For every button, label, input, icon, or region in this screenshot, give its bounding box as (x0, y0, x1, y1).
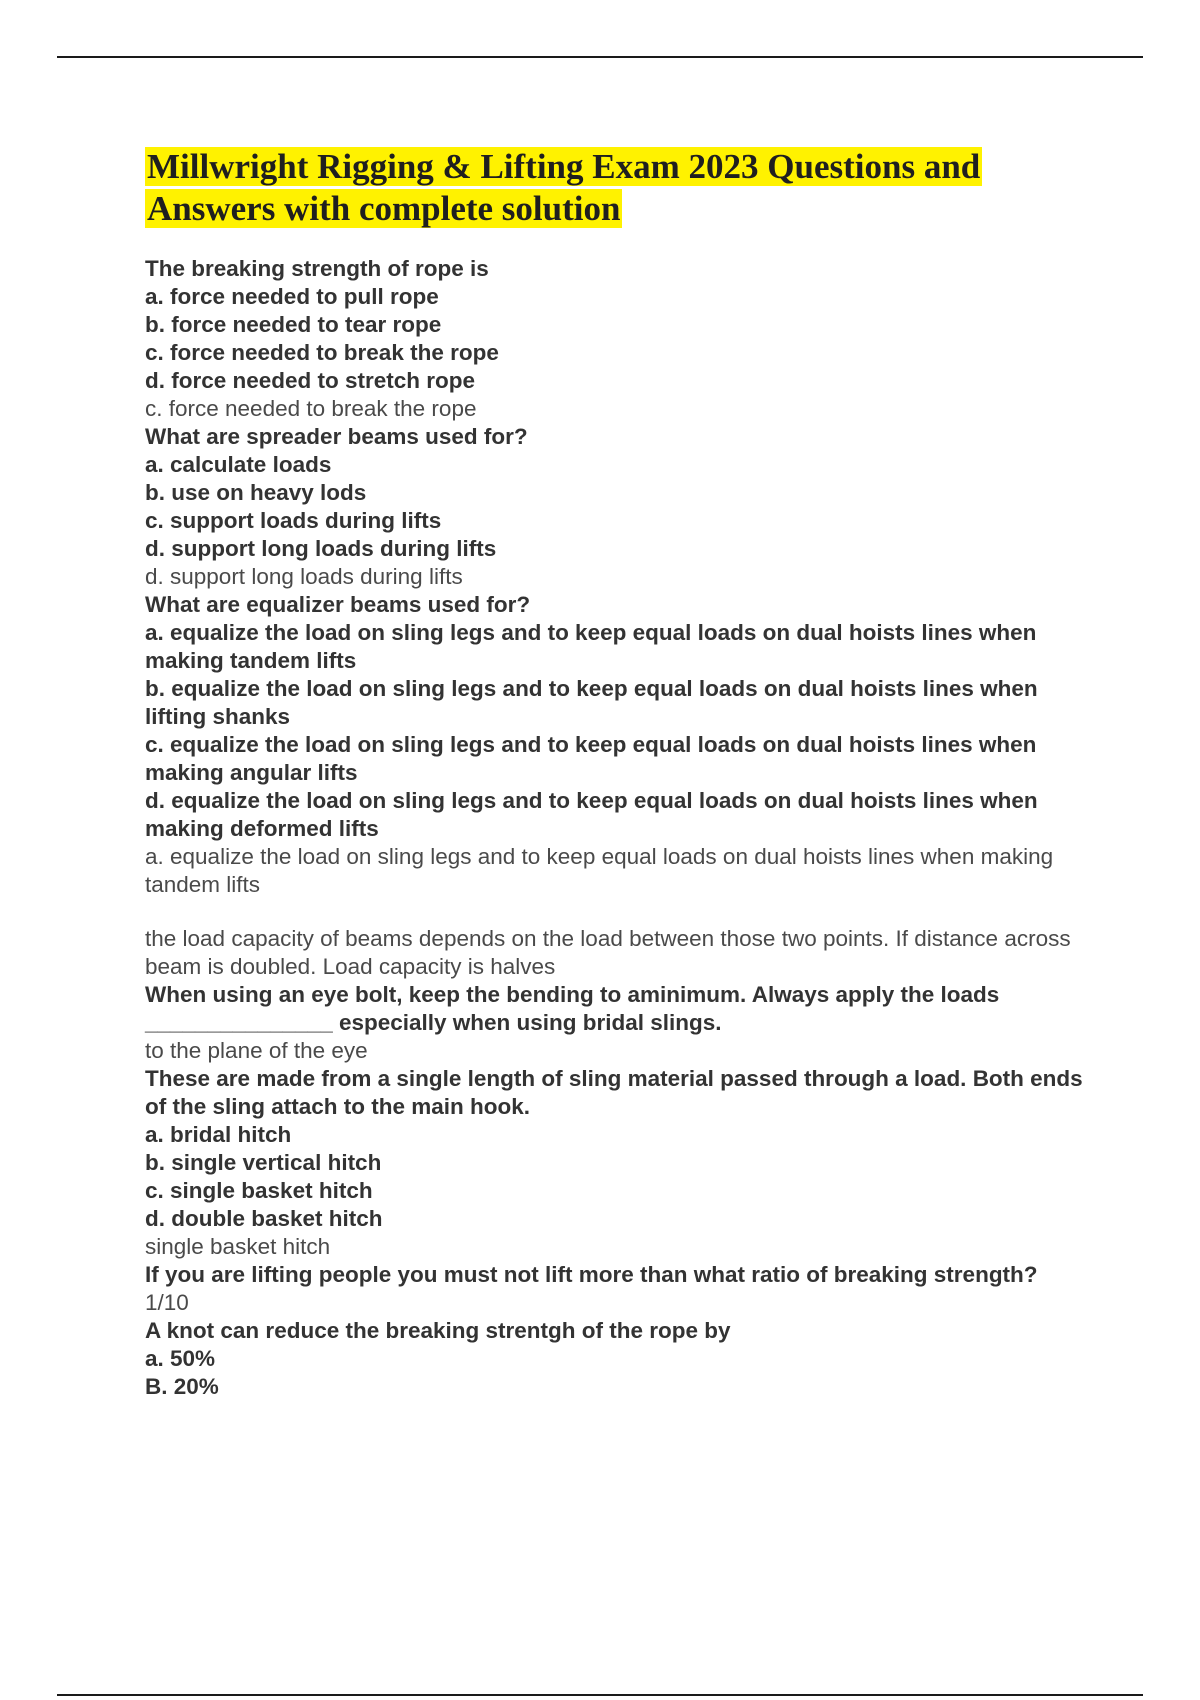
note-text: the load capacity of beams depends on the load between those two points. If distance across beam is doubled. Load capacity is halves (145, 926, 1071, 979)
option-d: d. support long loads during lifts (145, 536, 497, 561)
option-c: c. equalize the load on sling legs and to keep equal loads on dual hoists lines when making angular lifts (145, 732, 1037, 785)
question-text: A knot can reduce the breaking strentgh of the rope by (145, 1318, 731, 1343)
option-b: b. use on heavy lods (145, 480, 367, 505)
question-text: What are equalizer beams used for? (145, 592, 531, 617)
document-title (145, 146, 1085, 230)
question-text: What are spreader beams used for? (145, 424, 528, 449)
option-b: B. 20% (145, 1374, 219, 1399)
answer-text: d. support long loads during lifts (145, 564, 463, 589)
answer-text: to the plane of the eye (145, 1038, 368, 1063)
option-c: c. support loads during lifts (145, 508, 442, 533)
qa-item-7 (145, 1261, 1085, 1317)
document-body (145, 146, 1085, 1401)
option-b: b. single vertical hitch (145, 1150, 382, 1175)
header-rule (57, 56, 1143, 58)
question-text: If you are lifting people you must not lift more than what ratio of breaking strength? (145, 1262, 1038, 1287)
option-a: a. bridal hitch (145, 1122, 292, 1147)
option-a: a. equalize the load on sling legs and to keep equal loads on dual hoists lines when making tandem lifts (145, 620, 1037, 673)
qa-item-6 (145, 1065, 1085, 1261)
option-b: b. equalize the load on sling legs and to keep equal loads on dual hoists lines when lifting shanks (145, 676, 1038, 729)
question-text: These are made from a single length of sling material passed through a load. Both ends of the sling attach to the main hook. (145, 1066, 1083, 1119)
option-a: a. 50% (145, 1346, 216, 1371)
option-a: a. force needed to pull rope (145, 284, 439, 309)
option-d: d. force needed to stretch rope (145, 368, 476, 393)
option-c: c. force needed to break the rope (145, 340, 499, 365)
answer-text: single basket hitch (145, 1234, 331, 1259)
option-d: d. double basket hitch (145, 1206, 383, 1231)
answer-text: 1/10 (145, 1290, 189, 1315)
question-text: The breaking strength of rope is (145, 256, 489, 281)
note-item (145, 925, 1085, 981)
option-c: c. single basket hitch (145, 1178, 373, 1203)
blank-line (145, 899, 1085, 925)
option-b: b. force needed to tear rope (145, 312, 442, 337)
qa-item-3 (145, 591, 1085, 899)
footer-rule (57, 1694, 1143, 1696)
qa-item-8 (145, 1317, 1085, 1401)
qa-item-5 (145, 981, 1085, 1065)
answer-text: c. force needed to break the rope (145, 396, 477, 421)
qa-item-2 (145, 423, 1085, 591)
highlighted-title-text: Millwright Rigging & Lifting Exam 2023 Questions and Answers with complete solution (147, 147, 981, 228)
option-d: d. equalize the load on sling legs and to keep equal loads on dual hoists lines when making deformed lifts (145, 788, 1038, 841)
answer-text: a. equalize the load on sling legs and to keep equal loads on dual hoists lines when making tandem lifts (145, 844, 1054, 897)
question-text: When using an eye bolt, keep the bending to aminimum. Always apply the loads _______________ especially when using bridal slings. (145, 982, 1000, 1035)
option-a: a. calculate loads (145, 452, 332, 477)
qa-item-1 (145, 255, 1085, 423)
